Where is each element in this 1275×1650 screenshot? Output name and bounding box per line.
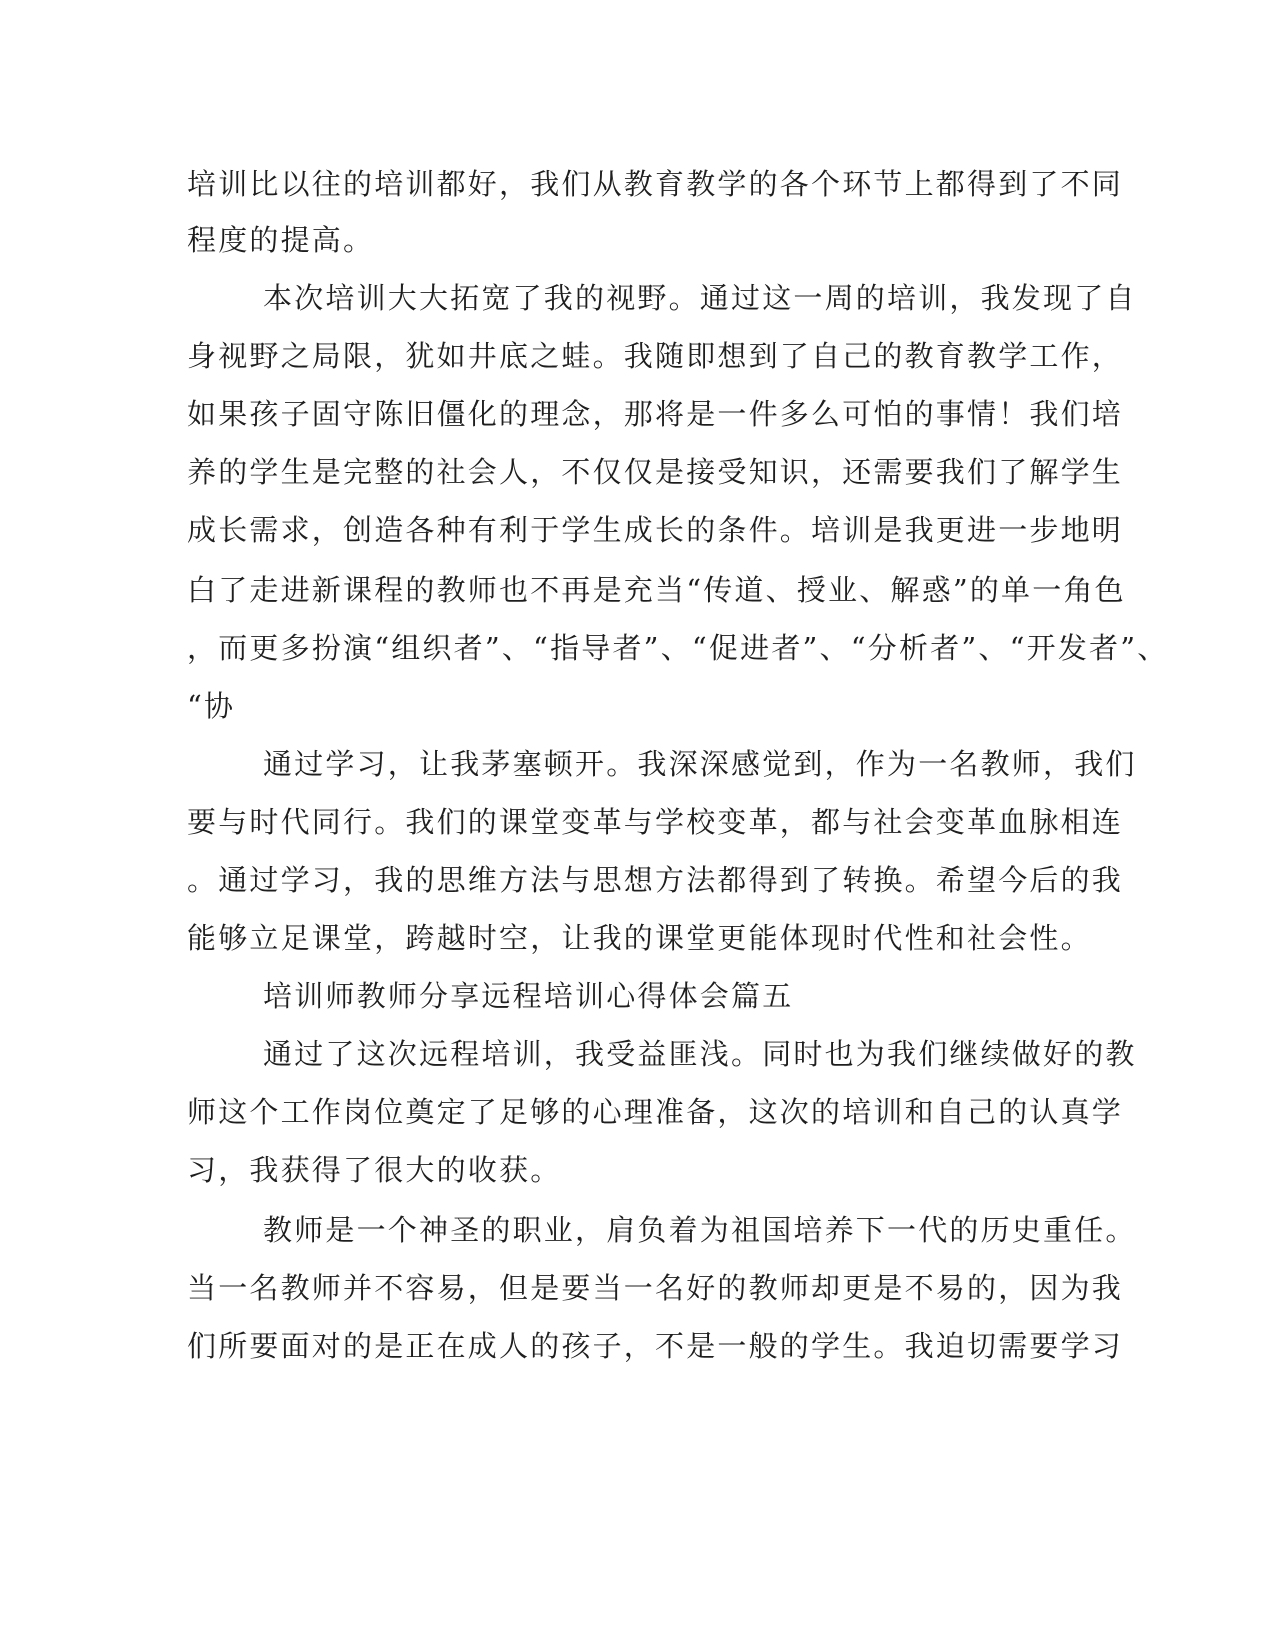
text-line: 们所要面对的是正在成人的孩子，不是一般的学生。我迫切需要学习 xyxy=(187,1329,1124,1363)
text-line: 养的学生是完整的社会人，不仅仅是接受知识，还需要我们了解学生 xyxy=(187,455,1124,489)
text-line: 。通过学习，我的思维方法与思想方法都得到了转换。希望今后的我 xyxy=(187,863,1124,897)
text-line: 当一名教师并不容易，但是要当一名好的教师却更是不易的，因为我 xyxy=(187,1271,1124,1305)
text-line: 身视野之局限，犹如井底之蛙。我随即想到了自己的教育教学工作， xyxy=(187,339,1124,373)
text-line: 如果孩子固守陈旧僵化的理念，那将是一件多么可怕的事情！我们培 xyxy=(187,397,1124,431)
text-line: 白了走进新课程的教师也不再是充当“传道、授业、解惑”的单一角色 xyxy=(187,573,1126,607)
text-line: 能够立足课堂，跨越时空，让我的课堂更能体现时代性和社会性。 xyxy=(187,921,1092,955)
paragraph-start-line: 本次培训大大拓宽了我的视野。通过这一周的培训，我发现了自 xyxy=(263,281,1137,315)
paragraph-start-line: 通过学习，让我茅塞顿开。我深深感觉到，作为一名教师，我们 xyxy=(263,747,1137,781)
text-line: 培训比以往的培训都好，我们从教育教学的各个环节上都得到了不同 xyxy=(187,167,1124,201)
text-line: ，而更多扮演“组织者”、“指导者”、“促进者”、“分析者”、“开发者”、 xyxy=(187,631,1169,665)
text-line: “协 xyxy=(187,689,236,723)
text-line: 成长需求，创造各种有利于学生成长的条件。培训是我更进一步地明 xyxy=(187,513,1124,547)
text-line: 习，我获得了很大的收获。 xyxy=(187,1153,562,1187)
text-line: 程度的提高。 xyxy=(187,223,375,257)
paragraph-start-line: 通过了这次远程培训，我受益匪浅。同时也为我们继续做好的教 xyxy=(263,1037,1137,1071)
section-heading: 培训师教师分享远程培训心得体会篇五 xyxy=(263,979,794,1013)
text-line: 要与时代同行。我们的课堂变革与学校变革，都与社会变革血脉相连 xyxy=(187,805,1124,839)
paragraph-start-line: 教师是一个神圣的职业，肩负着为祖国培养下一代的历史重任。 xyxy=(263,1213,1137,1247)
text-line: 师这个工作岗位奠定了足够的心理准备，这次的培训和自己的认真学 xyxy=(187,1095,1124,1129)
